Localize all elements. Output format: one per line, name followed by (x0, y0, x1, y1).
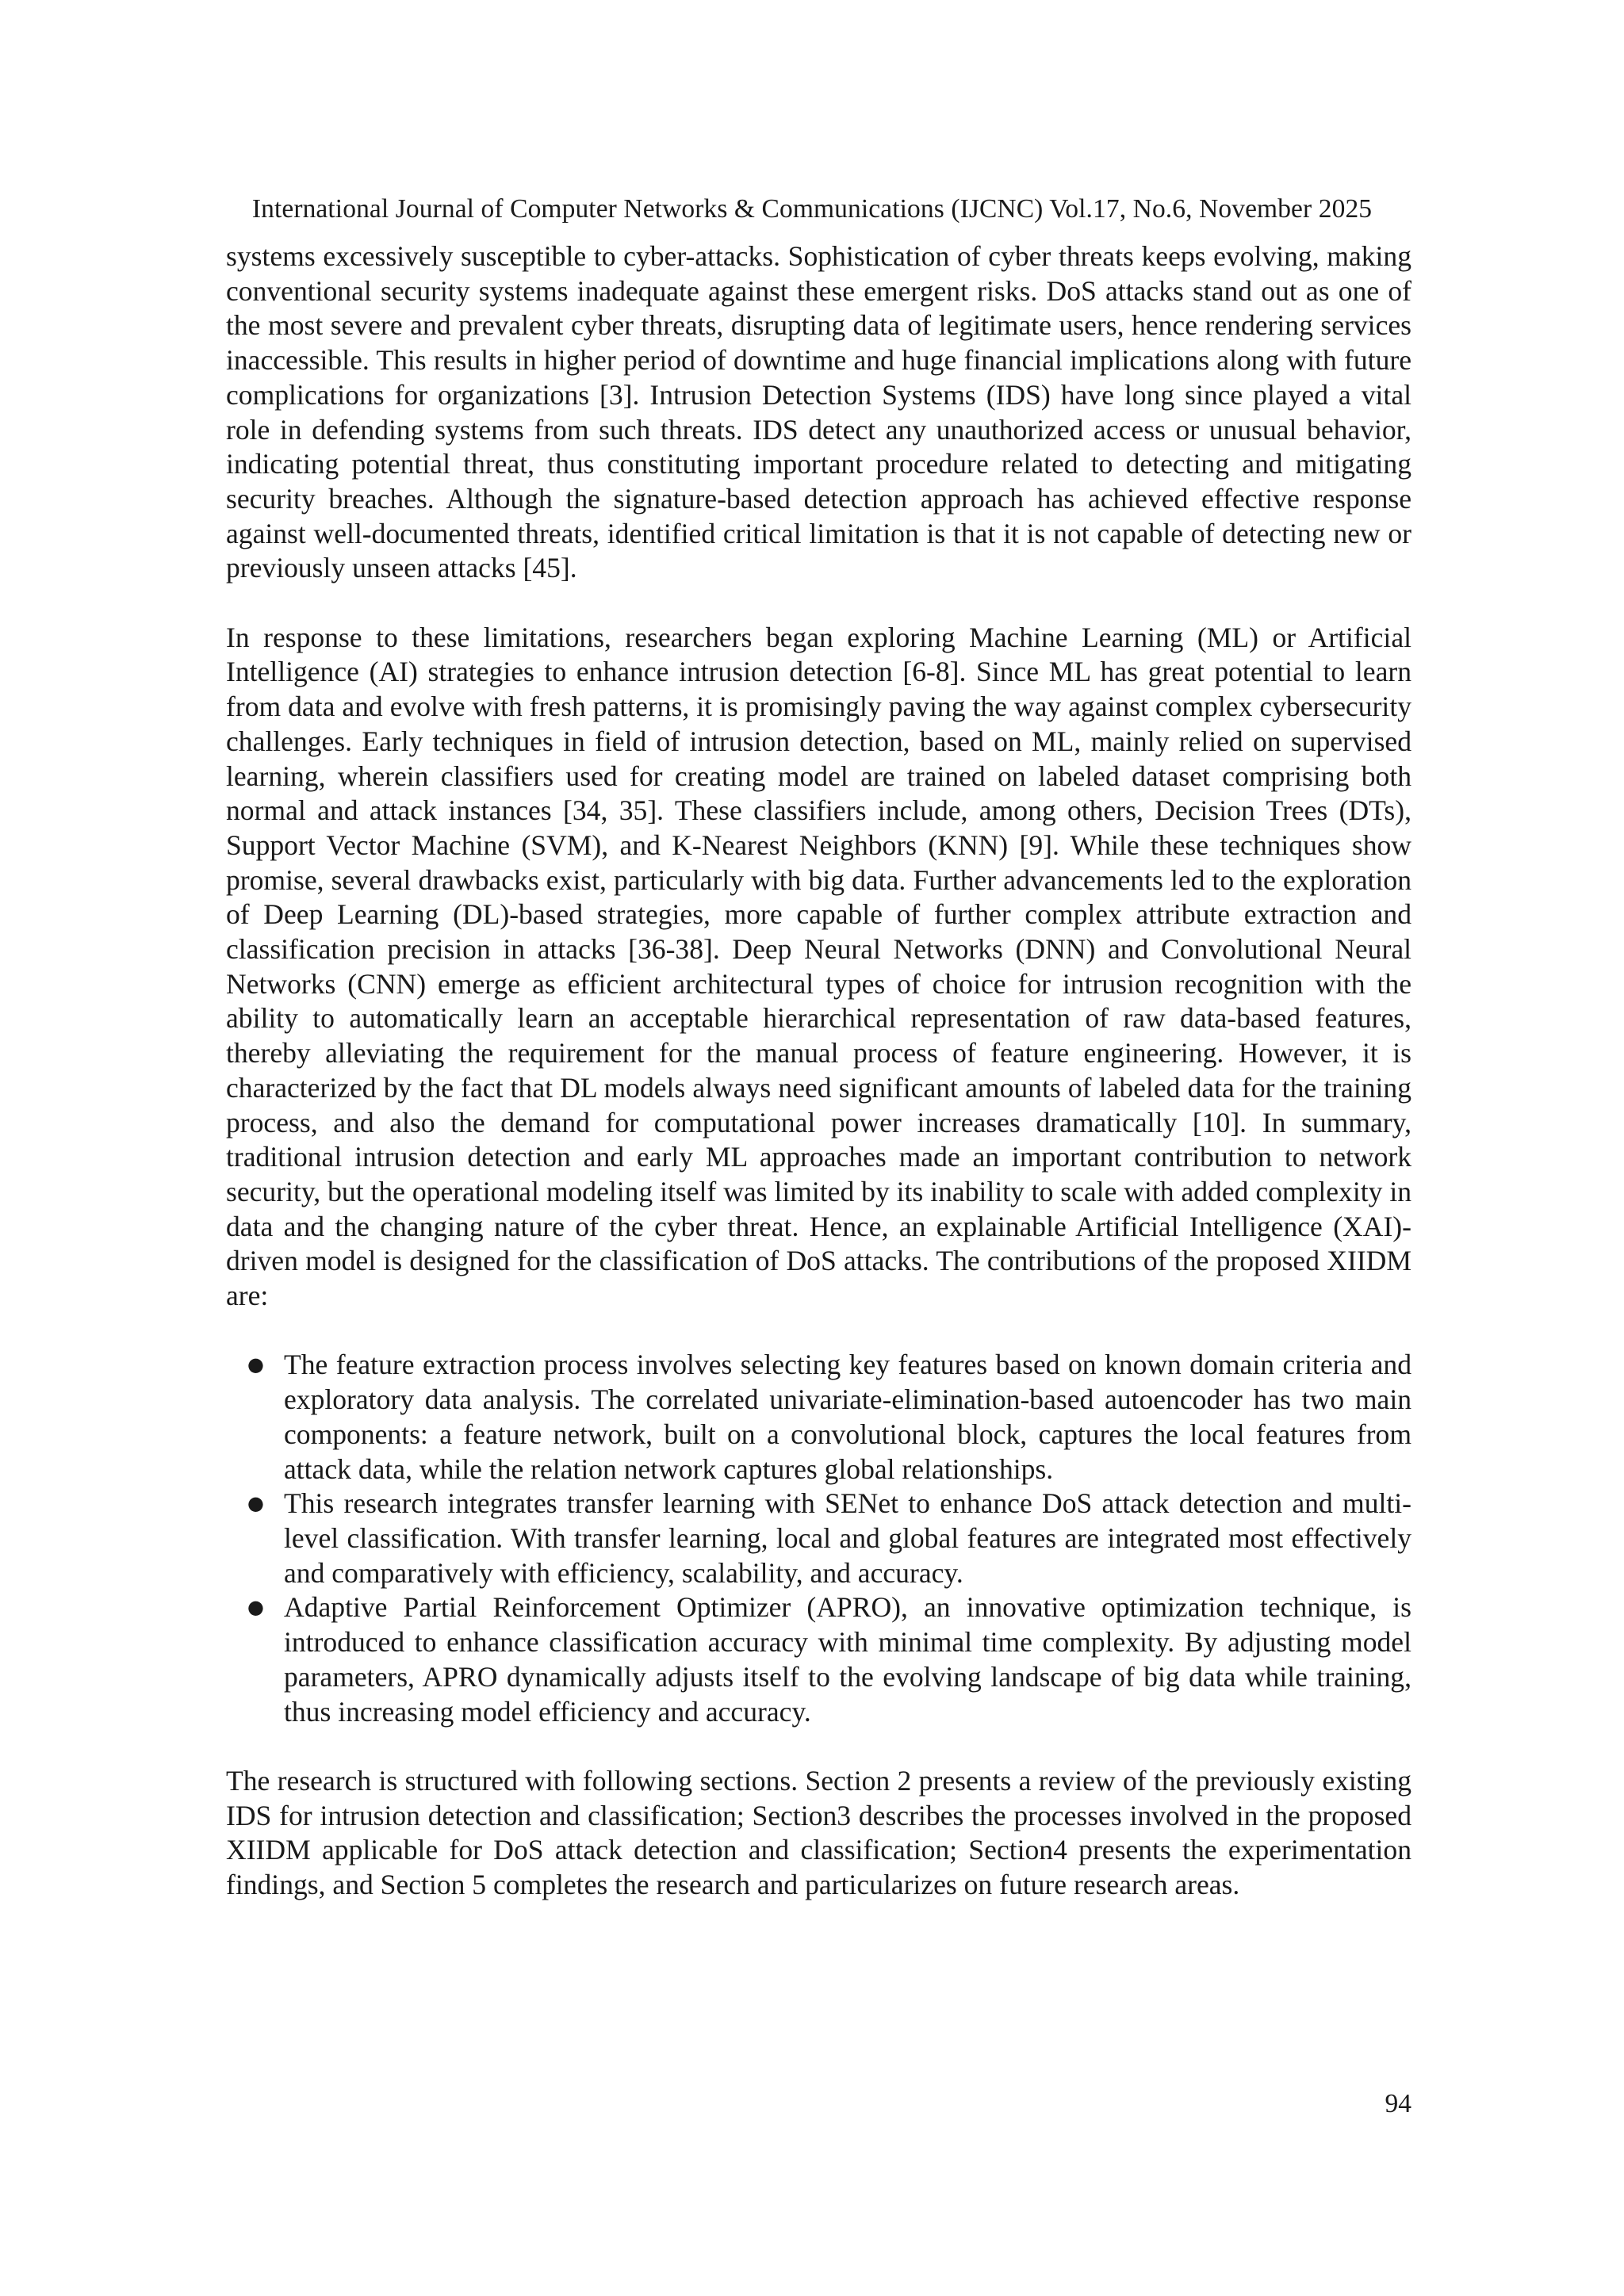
page-body (226, 239, 1411, 1903)
bullet-icon: ● (247, 1353, 264, 1376)
list-item (226, 1348, 1411, 1487)
paragraph-spacer (226, 1314, 1411, 1349)
paragraph-spacer (226, 586, 1411, 621)
list-item (226, 1487, 1411, 1590)
paragraph-structure: The research is structured with following sections. Section 2 presents a review of the previously existing IDS for intrusion detection and classification; Section3 describes the processes involved in the proposed XIIDM applicable for DoS attack detection and classification; Section4 presents the experimentation findings, and Section 5 completes the research and particularizes on future research areas. (226, 1764, 1411, 1900)
bullet-icon: ● (247, 1596, 264, 1619)
paragraph-intro: systems excessively susceptible to cyber-attacks. Sophistication of cyber threats keeps evolving, making conventional security systems inadequate against these emergent risks. DoS attacks stand out as one of the most severe and prevalent cyber threats, disrupting data of legitimate users, hence rendering services inaccessible. This results in higher period of downtime and huge financial implications along with future complications for organizations [3]. Intrusion Detection Systems (IDS) have long since played a vital role in defending systems from such threats. IDS detect any unauthorized access or unusual behavior, indicating potential threat, thus constituting important procedure related to detecting and mitigating security breaches. Although the signature-based detection approach has achieved effective response against well-documented threats, identified critical limitation is that it is not capable of detecting new or previously unseen attacks [45]. (226, 240, 1411, 584)
contributions-list (226, 1348, 1411, 1729)
list-item (226, 1590, 1411, 1729)
journal-header: International Journal of Computer Networks & Communications (IJCNC) Vol.17, No.6, November 2025 (251, 194, 1373, 224)
list-item-text: The feature extraction process involves selecting key features based on known domain criteria and exploratory data analysis. The correlated univariate-elimination-based autoencoder has two main components: a feature network, built on a convolutional block, captures the local features from attack data, while the relation network captures global relationships. (284, 1349, 1411, 1485)
page-number: 94 (1385, 2089, 1411, 2118)
paragraph-spacer (226, 1729, 1411, 1764)
list-item-text: Adaptive Partial Reinforcement Optimizer (APRO), an innovative optimization technique, is introduced to enhance classification accuracy with minimal time complexity. By adjusting model parameters, APRO dynamically adjusts itself to the evolving landscape of big data while training, thus increasing model efficiency and accuracy. (284, 1591, 1411, 1728)
paragraph-ml-background: In response to these limitations, researchers began exploring Machine Learning (ML) or Artificial Intelligence (AI) strategies to enhance intrusion detection [6-8]. Since ML has great potential to learn from data and evolve with fresh patterns, it is promisingly paving the way against complex cybersecurity challenges. Early techniques in field of intrusion detection, based on ML, mainly relied on supervised learning, wherein classifiers used for creating model are trained on labeled dataset comprising both normal and attack instances [34, 35]. These classifiers include, among others, Decision Trees (DTs), Support Vector Machine (SVM), and K-Nearest Neighbors (KNN) [9]. While these techniques show promise, several drawbacks exist, particularly with big data. Further advancements led to the exploration of Deep Learning (DL)-based strategies, more capable of further complex attribute extraction and classification precision in attacks [36-38]. Deep Neural Networks (DNN) and Convolutional Neural Networks (CNN) emerge as efficient architectural types of choice for intrusion recognition with the ability to automatically learn an acceptable hierarchical representation of raw data-based features, thereby alleviating the requirement for the manual process of feature engineering. However, it is characterized by the fact that DL models always need significant amounts of labeled data for the training process, and also the demand for computational power increases dramatically [10]. In summary, traditional intrusion detection and early ML approaches made an important contribution to network security, but the operational modeling itself was limited by its inability to scale with added complexity in data and the changing nature of the cyber threat. Hence, an explainable Artificial Intelligence (XAI)-driven model is designed for the classification of DoS attacks. The contributions of the proposed XIIDM are: (226, 621, 1411, 1312)
list-item-text: This research integrates transfer learning with SENet to enhance DoS attack detection and multi-level classification. With transfer learning, local and global features are integrated most effectively and comparatively with efficiency, scalability, and accuracy. (284, 1487, 1411, 1589)
bullet-icon: ● (247, 1492, 264, 1515)
